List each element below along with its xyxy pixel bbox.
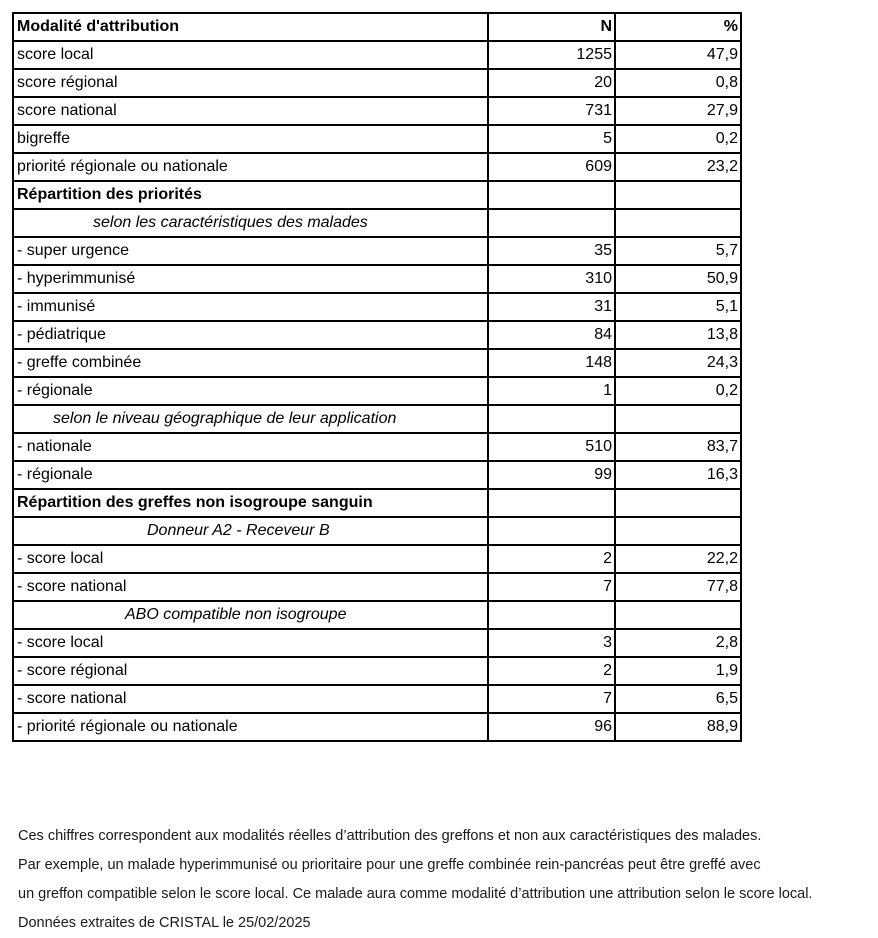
row-count: 731	[488, 97, 615, 125]
row-percent: 22,2	[615, 545, 741, 573]
table-row	[13, 265, 741, 293]
footnote-line: Par exemple, un malade hyperimmunisé ou prioritaire pour une greffe combinée rein-pancréas peut être greffé avec	[18, 857, 761, 873]
table-row	[13, 629, 741, 657]
row-count: 1255	[488, 41, 615, 69]
table-section-row	[13, 517, 741, 545]
attribution-table	[12, 12, 742, 742]
table-row	[13, 125, 741, 153]
row-label: - hyperimmunisé	[13, 265, 488, 293]
row-count: 99	[488, 461, 615, 489]
row-label: - greffe combinée	[13, 349, 488, 377]
table-row	[13, 97, 741, 125]
row-percent: 13,8	[615, 321, 741, 349]
row-count	[488, 181, 615, 209]
row-label: - priorité régionale ou nationale	[13, 713, 488, 741]
table-row	[13, 713, 741, 741]
row-label: score local	[13, 41, 488, 69]
table-section-row	[13, 489, 741, 517]
row-count: 148	[488, 349, 615, 377]
row-percent: 0,2	[615, 125, 741, 153]
row-count: 7	[488, 685, 615, 713]
row-count: 510	[488, 433, 615, 461]
row-label: Modalité d'attribution	[13, 13, 488, 41]
row-percent: 5,7	[615, 237, 741, 265]
footnote-line: Ces chiffres correspondent aux modalités réelles d’attribution des greffons et non aux caractéristiques des malades.	[18, 828, 762, 844]
row-label: - nationale	[13, 433, 488, 461]
table-section-row	[13, 405, 741, 433]
row-label: - régionale	[13, 377, 488, 405]
table-row	[13, 321, 741, 349]
row-percent	[615, 405, 741, 433]
table-row	[13, 461, 741, 489]
row-percent: 50,9	[615, 265, 741, 293]
row-label: Répartition des priorités	[13, 181, 488, 209]
row-percent: 77,8	[615, 573, 741, 601]
row-percent: 0,8	[615, 69, 741, 97]
attribution-table-body	[13, 13, 741, 741]
row-label: - immunisé	[13, 293, 488, 321]
row-label: selon le niveau géographique de leur application	[13, 405, 488, 433]
row-count: 31	[488, 293, 615, 321]
table-row	[13, 573, 741, 601]
table-row	[13, 545, 741, 573]
row-count: 20	[488, 69, 615, 97]
table-section-row	[13, 209, 741, 237]
row-percent: 23,2	[615, 153, 741, 181]
row-count: 5	[488, 125, 615, 153]
row-percent: 0,2	[615, 377, 741, 405]
table-row	[13, 153, 741, 181]
table-row	[13, 69, 741, 97]
row-label: - score national	[13, 573, 488, 601]
row-label: selon les caractéristiques des malades	[13, 209, 488, 237]
row-count	[488, 405, 615, 433]
row-label: - super urgence	[13, 237, 488, 265]
row-label: - régionale	[13, 461, 488, 489]
table-row	[13, 433, 741, 461]
row-count: 96	[488, 713, 615, 741]
row-label: - pédiatrique	[13, 321, 488, 349]
row-count: 609	[488, 153, 615, 181]
table-row	[13, 41, 741, 69]
row-count: 310	[488, 265, 615, 293]
row-label: Répartition des greffes non isogroupe sanguin	[13, 489, 488, 517]
footnotes	[18, 822, 812, 938]
row-percent: 88,9	[615, 713, 741, 741]
row-label: bigreffe	[13, 125, 488, 153]
row-percent	[615, 209, 741, 237]
row-count: 84	[488, 321, 615, 349]
row-percent: %	[615, 13, 741, 41]
row-count: 7	[488, 573, 615, 601]
table-row	[13, 377, 741, 405]
footnote-line: Données extraites de CRISTAL le 25/02/2025	[18, 915, 311, 931]
table-section-row	[13, 601, 741, 629]
row-percent: 24,3	[615, 349, 741, 377]
row-label: - score local	[13, 629, 488, 657]
row-label: score régional	[13, 69, 488, 97]
row-percent: 83,7	[615, 433, 741, 461]
row-percent: 2,8	[615, 629, 741, 657]
table-row	[13, 293, 741, 321]
row-count	[488, 209, 615, 237]
row-count: 1	[488, 377, 615, 405]
row-label: - score national	[13, 685, 488, 713]
table-row	[13, 657, 741, 685]
row-percent	[615, 601, 741, 629]
row-percent: 27,9	[615, 97, 741, 125]
row-count: 35	[488, 237, 615, 265]
footnote-line: un greffon compatible selon le score local. Ce malade aura comme modalité d’attribution une attribution selon le score local.	[18, 886, 813, 902]
row-percent: 1,9	[615, 657, 741, 685]
table-row	[13, 685, 741, 713]
table-section-row	[13, 181, 741, 209]
row-count: 3	[488, 629, 615, 657]
table-header-row	[13, 13, 741, 41]
row-percent: 5,1	[615, 293, 741, 321]
row-label: - score local	[13, 545, 488, 573]
table-row	[13, 349, 741, 377]
row-label: - score régional	[13, 657, 488, 685]
row-percent	[615, 517, 741, 545]
row-count	[488, 601, 615, 629]
table-row	[13, 237, 741, 265]
row-count	[488, 517, 615, 545]
row-percent	[615, 181, 741, 209]
row-label: Donneur A2 - Receveur B	[13, 517, 488, 545]
row-percent: 16,3	[615, 461, 741, 489]
row-label: priorité régionale ou nationale	[13, 153, 488, 181]
row-label: score national	[13, 97, 488, 125]
row-percent: 6,5	[615, 685, 741, 713]
row-count: 2	[488, 545, 615, 573]
row-label: ABO compatible non isogroupe	[13, 601, 488, 629]
row-count	[488, 489, 615, 517]
row-count: N	[488, 13, 615, 41]
row-count: 2	[488, 657, 615, 685]
row-percent: 47,9	[615, 41, 741, 69]
row-percent	[615, 489, 741, 517]
